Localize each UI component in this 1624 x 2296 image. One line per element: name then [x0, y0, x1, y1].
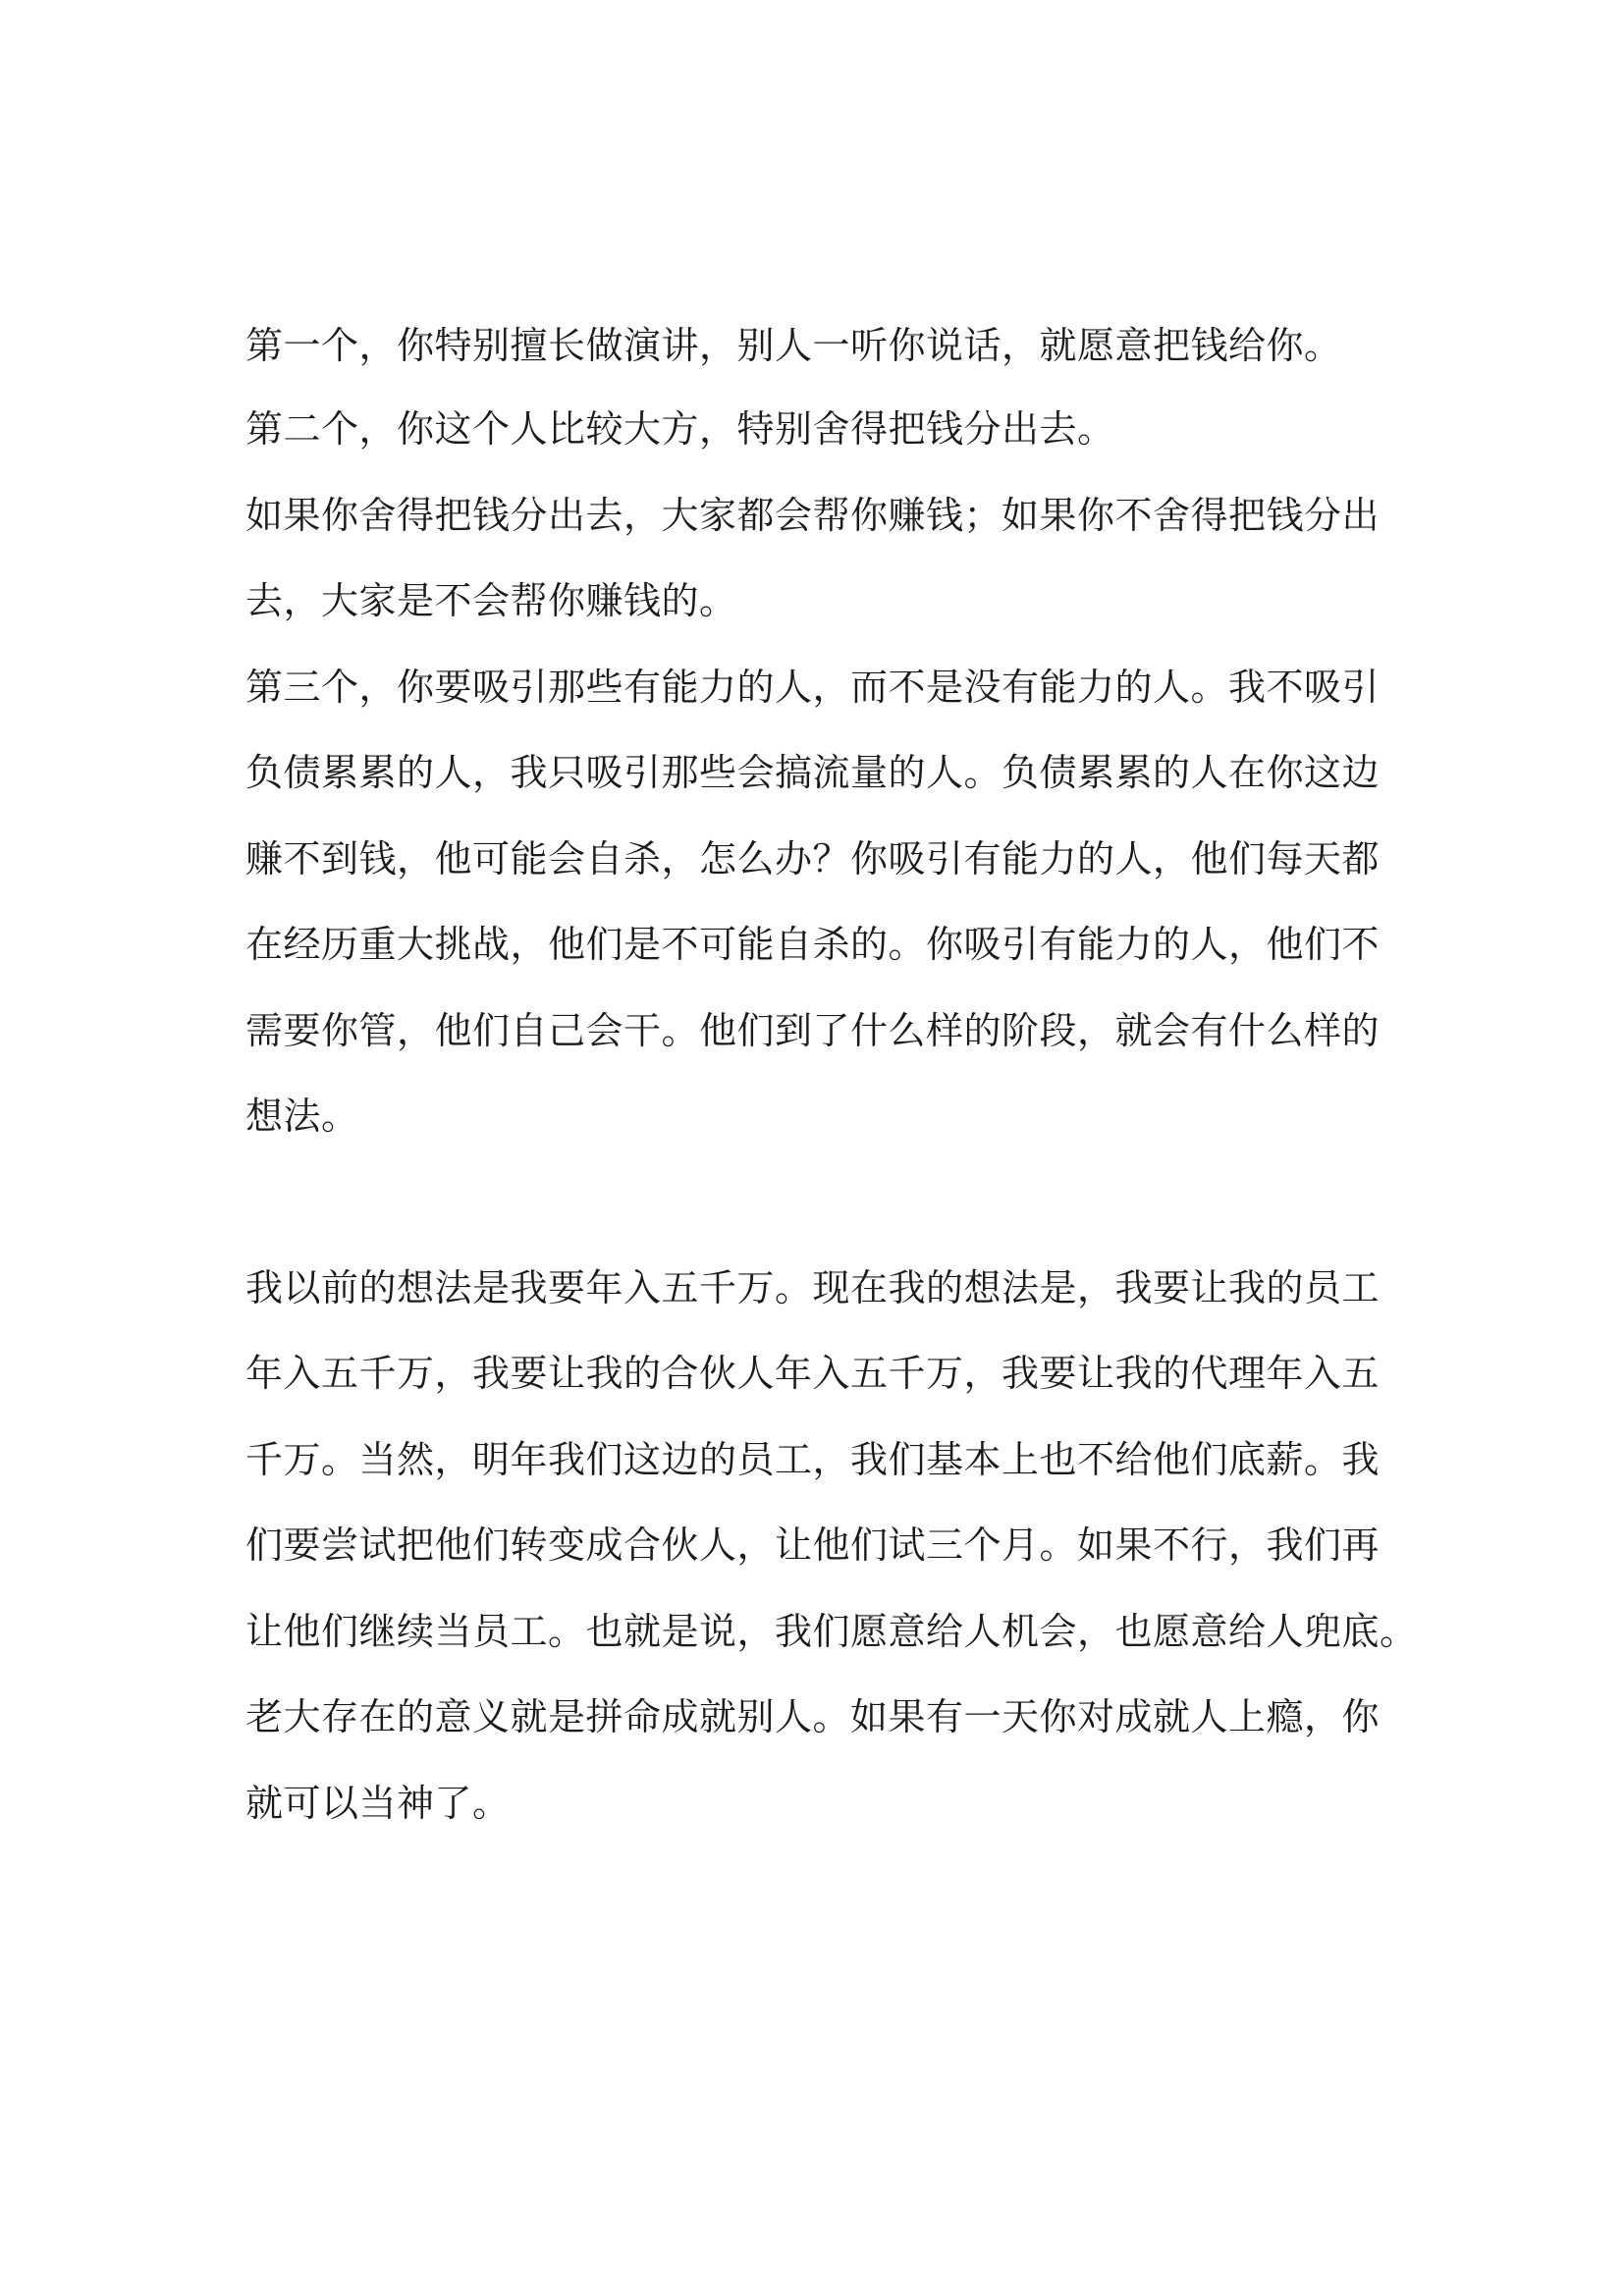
text-line: 需要你管，他们自己会干。他们到了什么样的阶段，就会有什么样的 [245, 1009, 1380, 1052]
text-line: 老大存在的意义就是拼命成就别人。如果有一天你对成就人上瘾，你 [245, 1695, 1380, 1738]
text-line: 去，大家是不会帮你赚钱的。 [245, 579, 737, 622]
text-line: 第三个，你要吸引那些有能力的人，而不是没有能力的人。我不吸引 [245, 666, 1380, 709]
text-line: 第二个，你这个人比较大方，特别舍得把钱分出去。 [245, 407, 1115, 451]
text-line: 在经历重大挑战，他们是不可能自杀的。你吸引有能力的人，他们不 [245, 923, 1380, 966]
text-line: 第一个，你特别擅长做演讲，别人一听你说话，就愿意把钱给你。 [245, 324, 1342, 367]
text-line: 我以前的想法是我要年入五千万。现在我的想法是，我要让我的员工 [245, 1266, 1380, 1309]
text-line: 负债累累的人，我只吸引那些会搞流量的人。负债累累的人在你这边 [245, 751, 1380, 794]
text-line: 如果你舍得把钱分出去，大家都会帮你赚钱；如果你不舍得把钱分出 [245, 494, 1380, 537]
text-line: 年入五千万，我要让我的合伙人年入五千万，我要让我的代理年入五 [245, 1352, 1380, 1395]
text-line: 赚不到钱，他可能会自杀，怎么办？你吸引有能力的人，他们每天都 [245, 837, 1380, 881]
text-line: 千万。当然，明年我们这边的员工，我们基本上也不给他们底薪。我 [245, 1438, 1380, 1481]
text-line: 让他们继续当员工。也就是说，我们愿意给人机会，也愿意给人兜底。 [245, 1610, 1418, 1653]
text-line: 就可以当神了。 [245, 1782, 511, 1825]
text-line: 想法。 [245, 1095, 359, 1138]
text-line: 们要尝试把他们转变成合伙人，让他们试三个月。如果不行，我们再 [245, 1523, 1380, 1567]
